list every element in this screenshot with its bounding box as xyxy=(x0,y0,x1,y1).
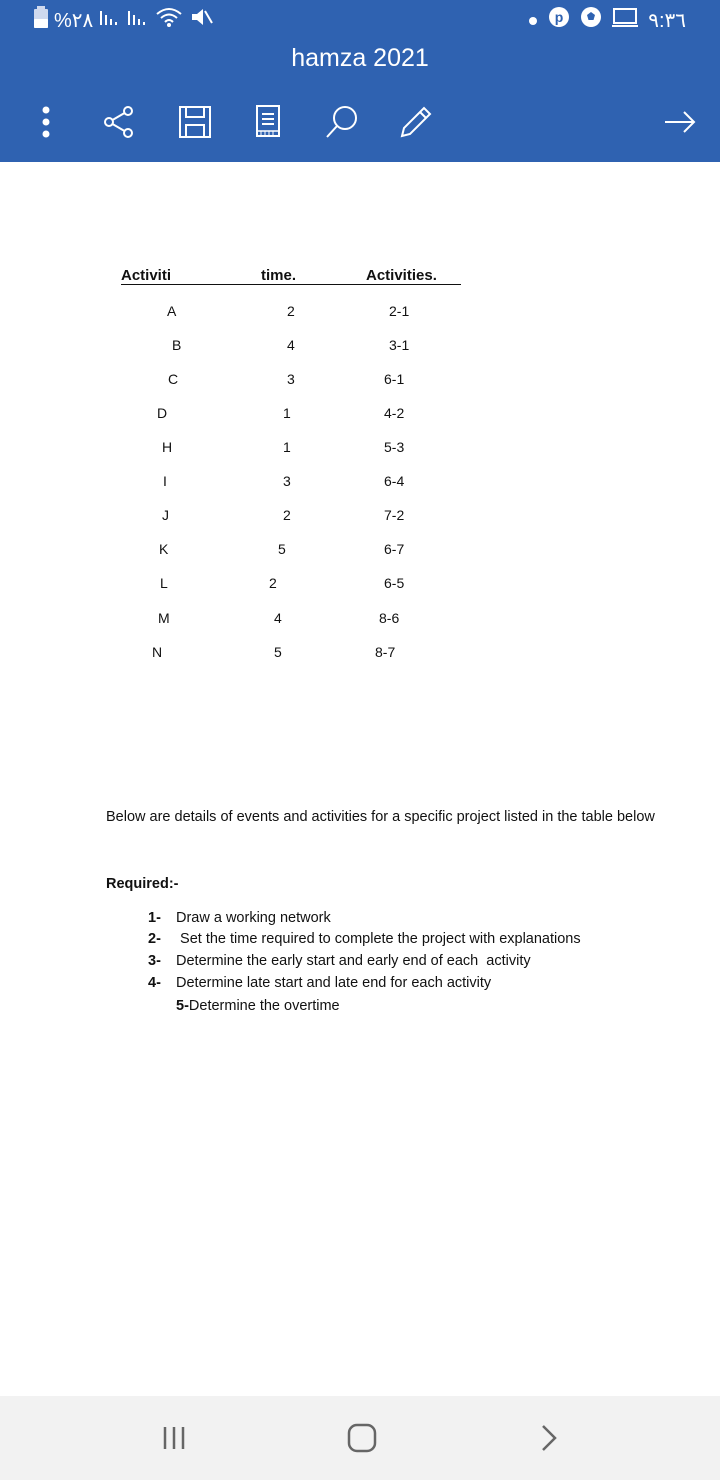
svg-text:p: p xyxy=(554,9,564,25)
list-item-5 xyxy=(176,998,340,1014)
table-cell-time: 5 xyxy=(278,541,286,557)
clock: ٩:٣٦ xyxy=(648,9,686,32)
document-page[interactable] xyxy=(0,162,720,1396)
list-item-text: Set the time required to complete the project with explanations xyxy=(176,931,581,947)
home-icon[interactable] xyxy=(340,1416,384,1460)
table-cell-event: 3-1 xyxy=(389,337,410,353)
system-navigation-bar xyxy=(0,1396,720,1480)
table-cell-activity: K xyxy=(159,541,169,557)
table-cell-activity: I xyxy=(163,473,167,489)
table-header-events: Activities. xyxy=(366,267,437,284)
table-cell-activity: L xyxy=(160,575,168,591)
table-cell-time: 4 xyxy=(274,610,282,626)
document-title: hamza 2021 xyxy=(291,44,429,72)
list-item-5-text: Determine the overtime xyxy=(188,998,340,1014)
table-cell-time: 3 xyxy=(287,371,295,387)
edit-pencil-icon[interactable] xyxy=(396,102,436,142)
table-cell-time: 2 xyxy=(287,303,295,319)
signal-icon-2 xyxy=(127,7,149,33)
search-icon[interactable] xyxy=(322,102,362,142)
table-cell-time: 1 xyxy=(283,405,291,421)
table-cell-activity: N xyxy=(152,644,163,660)
status-bar-right xyxy=(528,7,686,33)
list-item-number: 3- xyxy=(148,953,161,969)
table-cell-time: 4 xyxy=(287,337,295,353)
list-item-text: Determine the early start and early end of each activity xyxy=(176,953,531,969)
table-cell-activity: M xyxy=(158,610,170,626)
table-cell-event: 6-1 xyxy=(384,371,405,387)
table-cell-time: 1 xyxy=(283,439,291,455)
recent-apps-icon[interactable] xyxy=(152,1416,196,1460)
pinterest-icon xyxy=(548,6,570,34)
table-cell-activity: D xyxy=(157,405,168,421)
wifi-icon xyxy=(155,6,183,34)
table-cell-time: 5 xyxy=(274,644,282,660)
table-header-underline xyxy=(121,284,461,285)
forward-arrow-icon[interactable] xyxy=(660,102,700,142)
list-item-number: 4- xyxy=(148,975,161,991)
required-heading: Required:- xyxy=(106,876,179,892)
table-cell-event: 2-1 xyxy=(389,303,410,319)
table-cell-event: 6-5 xyxy=(384,575,405,591)
table-cell-activity: H xyxy=(162,439,173,455)
table-cell-time: 3 xyxy=(283,473,291,489)
battery-icon xyxy=(34,6,48,34)
table-cell-event: 8-6 xyxy=(379,610,400,626)
table-header-time: time. xyxy=(261,267,297,284)
share-icon[interactable] xyxy=(98,102,138,142)
list-item-text: Determine late start and late end for each activity xyxy=(176,975,492,991)
table-cell-activity: A xyxy=(167,303,177,319)
table-cell-time: 2 xyxy=(283,507,291,523)
list-item-text: Draw a working network xyxy=(176,910,331,926)
app-header xyxy=(0,0,720,162)
reading-view-icon[interactable] xyxy=(248,102,288,142)
table-cell-activity: C xyxy=(168,371,179,387)
table-cell-event: 4-2 xyxy=(384,405,405,421)
table-cell-event: 7-2 xyxy=(384,507,405,523)
signal-icon xyxy=(99,7,121,33)
list-item-number: 1- xyxy=(148,910,161,926)
table-cell-event: 6-7 xyxy=(384,541,405,557)
more-options-icon[interactable] xyxy=(26,102,66,142)
status-bar-left xyxy=(34,7,213,33)
table-cell-activity: B xyxy=(172,337,182,353)
table-header-activity: Activiti xyxy=(121,267,172,284)
list-item-number: 2- xyxy=(148,931,161,947)
table-cell-event: 6-4 xyxy=(384,473,405,489)
football-icon xyxy=(580,6,602,34)
table-cell-activity: J xyxy=(162,507,169,523)
list-item-5-number: 5- xyxy=(176,998,189,1014)
table-cell-time: 2 xyxy=(269,575,277,591)
notification-dot-icon xyxy=(528,9,538,32)
intro-paragraph: Below are details of events and activities for a specific project listed in the table below xyxy=(106,809,655,825)
mute-icon xyxy=(189,6,213,34)
battery-percent: %٢٨ xyxy=(54,9,94,32)
back-icon[interactable] xyxy=(527,1416,571,1460)
save-icon[interactable] xyxy=(175,102,215,142)
table-cell-event: 8-7 xyxy=(375,644,396,660)
screen-icon xyxy=(612,7,638,33)
table-cell-event: 5-3 xyxy=(384,439,405,455)
